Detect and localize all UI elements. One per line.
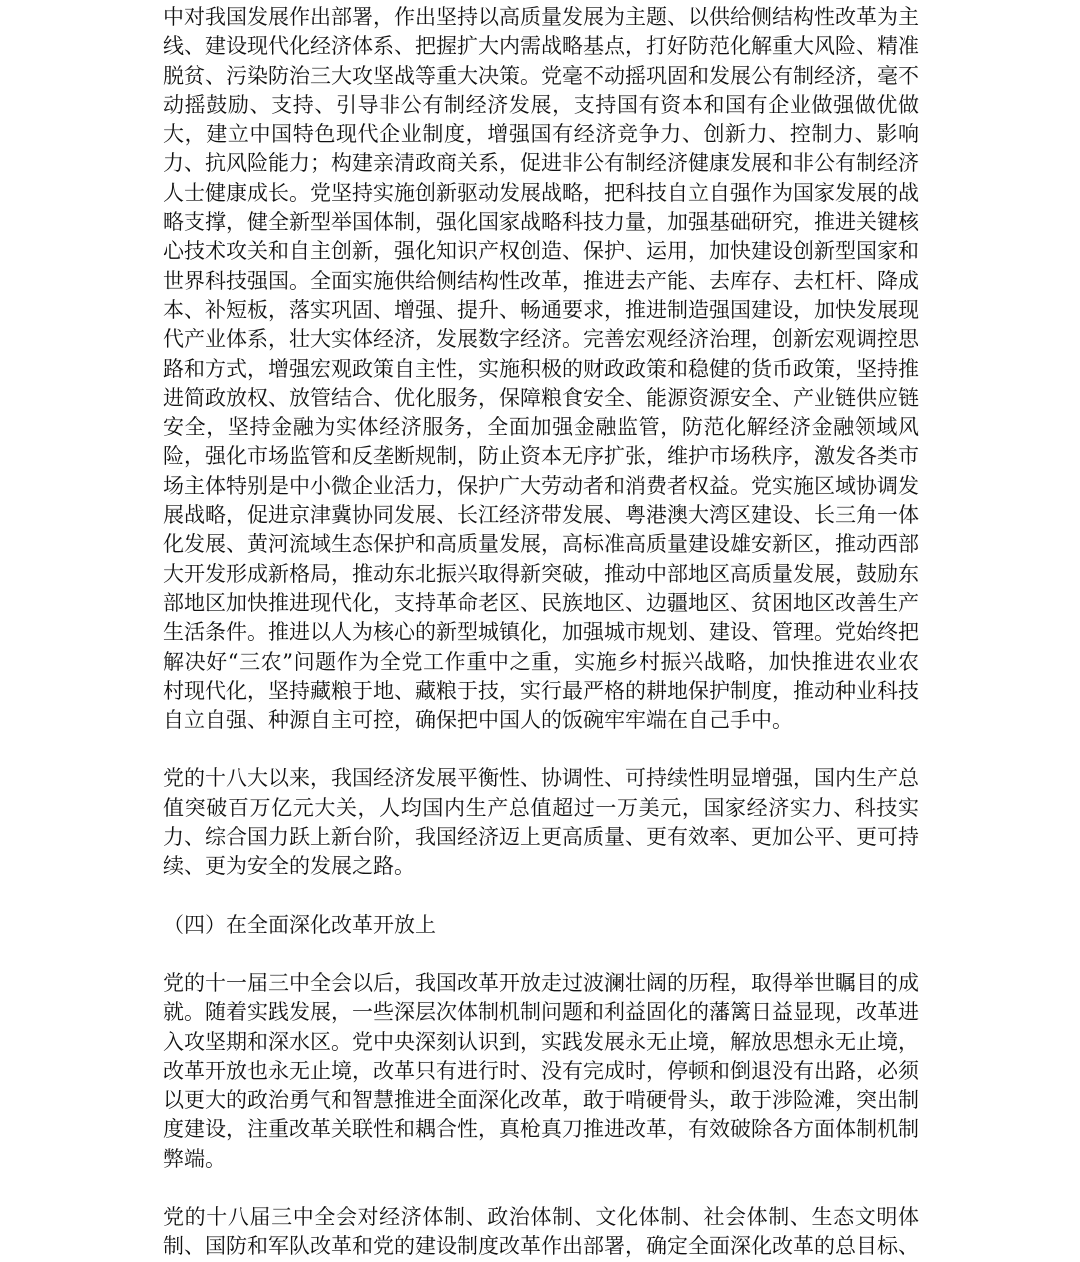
- paragraph-economy-achievements: 党的十八大以来，我国经济发展平衡性、协调性、可持续性明显增强，国内生产总值突破百万亿元大关，人均国内生产总值超过一万美元，国家经济实力、科技实力、综合国力跃上新台阶，我国经济迈上更高质量、更有效率、更加公平、更可持续、更为安全的发展之路。: [163, 766, 919, 879]
- document-body: [163, 3, 919, 1262]
- paragraph-reform-history: 党的十一届三中全会以后，我国改革开放走过波澜壮阔的历程，取得举世瞩目的成就。随着实践发展，一些深层次体制机制问题和利益固化的藩篱日益显现，改革进入攻坚期和深水区。党中央深刻认识到，实践发展永无止境，解放思想永无止境，改革开放也永无止境，改革只有进行时、没有完成时，停顿和倒退没有出路，必须以更大的政治勇气和智慧推进全面深化改革，敢于啃硬骨头，敢于涉险滩，突出制度建设，注重改革关联性和耦合性，真枪真刀推进改革，有效破除各方面体制机制弊端。: [163, 970, 919, 1171]
- paragraph-economy-continued: 中对我国发展作出部署，作出坚持以高质量发展为主题、以供给侧结构性改革为主线、建设现代化经济体系、把握扩大内需战略基点，打好防范化解重大风险、精准脱贫、污染防治三大攻坚战等重大决策。党毫不动摇巩固和发展公有制经济，毫不动摇鼓励、支持、引导非公有制经济发展，支持国有资本和国有企业做强做优做大，建立中国特色现代企业制度，增强国有经济竞争力、创新力、控制力、影响力、抗风险能力；构建亲清政商关系，促进非公有制经济健康发展和非公有制经济人士健康成长。党坚持实施创新驱动发展战略，把科技自立自强作为国家发展的战略支撑，健全新型举国体制，强化国家战略科技力量，加强基础研究，推进关键核心技术攻关和自主创新，强化知识产权创造、保护、运用，加快建设创新型国家和世界科技强国。全面实施供给侧结构性改革，推进去产能、去库存、去杠杆、降成本、补短板，落实巩固、增强、提升、畅通要求，推进制造强国建设，加快发展现代产业体系，壮大实体经济，发展数字经济。完善宏观经济治理，创新宏观调控思路和方式，增强宏观政策自主性，实施积极的财政政策和稳健的货币政策，坚持推进简政放权、放管结合、优化服务，保障粮食安全、能源资源安全、产业链供应链安全，坚持金融为实体经济服务，全面加强金融监管，防范化解经济金融领域风险，强化市场监管和反垄断规制，防止资本无序扩张，维护市场秩序，激发各类市场主体特别是中小微企业活力，保护广大劳动者和消费者权益。党实施区域协调发展战略，促进京津冀协同发展、长江经济带发展、粤港澳大湾区建设、长三角一体化发展、黄河流域生态保护和高质量发展，高标准高质量建设雄安新区，推动西部大开发形成新格局，推动东北振兴取得新突破，推动中部地区高质量发展，鼓励东部地区加快推进现代化，支持革命老区、民族地区、边疆地区、贫困地区改善生产生活条件。推进以人为核心的新型城镇化，加强城市规划、建设、管理。党始终把解决好“三农”问题作为全党工作重中之重，实施乡村振兴战略，加快推进农业农村现代化，坚持藏粮于地、藏粮于技，实行最严格的耕地保护制度，推动种业科技自立自强、种源自主可控，确保把中国人的饭碗牢牢端在自己手中。: [163, 5, 919, 733]
- section-heading-reform: （四）在全面深化改革开放上: [163, 912, 436, 937]
- paragraph-reform-plenum: 党的十八届三中全会对经济体制、政治体制、文化体制、社会体制、生态文明体制、国防和军队改革和党的建设制度改革作出部署，确定全面深化改革的总目标、: [163, 1204, 919, 1259]
